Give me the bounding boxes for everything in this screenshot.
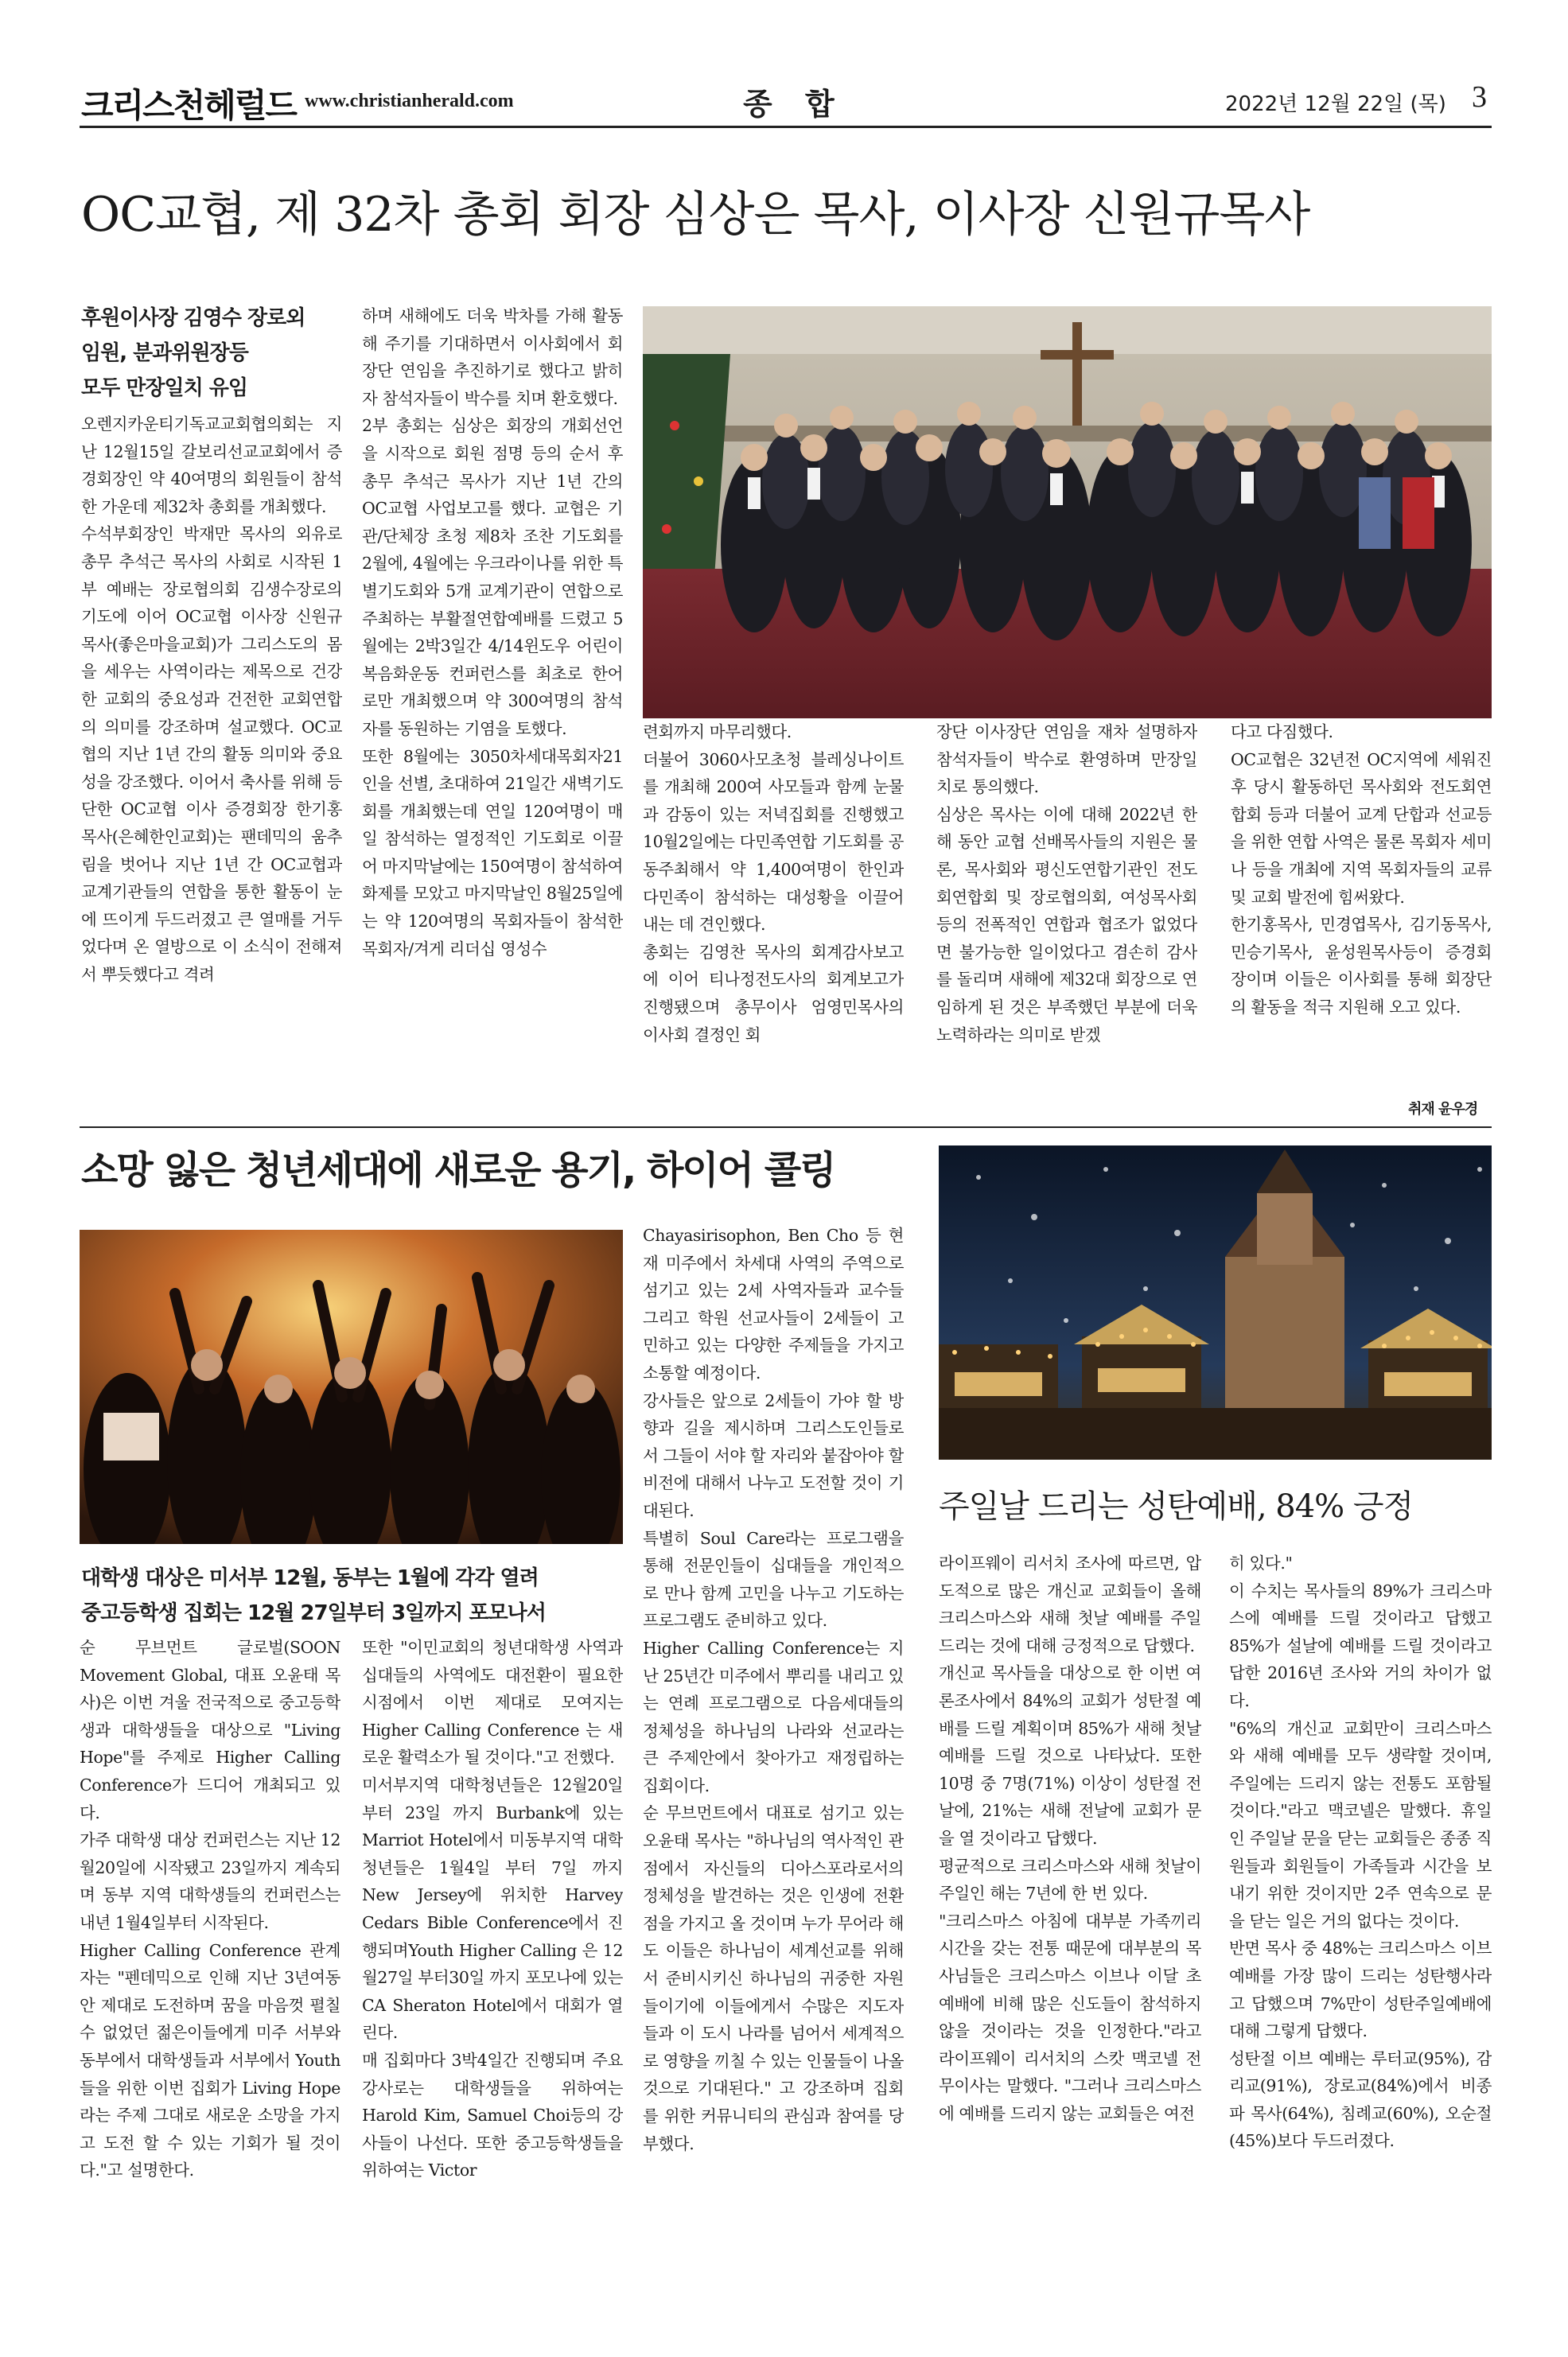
article2-column-3: Chayasirisophon, Ben Cho 등 현재 미주에서 차세대 사역의 주역으로 섬기고 있는 2세 사역자들과 교수들 그리고 학원 선교사들이 2세들이 고민하고 있는 다양한 주제들을 가지고 소통할 예정이다. 강사들은 앞으로 2세들이 가야 할 방향과 길을 제시하며 그리스도인들로서 그들이 서야 할 자리와 붙잡아야 할 비전에 대해서 나누고 도전할 것이 기대된다. 특별히 Soul Care라는 프로그램을 통해 전문인들이 십대들을 개인적으로 만나 함께 고민을 나누고 기도하는 프로그램도 준비하고 있다. Higher Calling Conference는 지난 25년간 미주에서 뿌리를 내리고 있는 연례 프로그램으로 다음세대들의 정체성을 하나님의 나라와 선교라는 큰 주제안에서 찾아가고 재정립하는 집회이다. 순 무브먼트에서 대표로 섬기고 있는 오윤태 목사는 "하나님의 역사적인 관점에서 자신들의 디아스포라로서의 정체성을 발견하는 것은 인생에 전환점을 가지고 올 것이며 누가 무어라 해도 이들은 하나님이 세계선교를 위해서 준비시키신 하나님의 귀중한 자원들이기에 이들에게서 수많은 지도자들과 이 도시 나라를 넘어서 세계적으로 영향을 끼칠 수 있는 인물들이 나올 것으로 기대된다." 고 강조하며 집회를 위한 커뮤니티의 관심과 참여를 당부했다.	[643, 1226, 904, 2153]
article1-subhead	[81, 301, 344, 406]
article1-subhead-line: 후원이사장 김영수 장로외	[81, 306, 305, 330]
concert-photo	[80, 1230, 623, 1544]
article1-column-1: 오렌지카운티기독교교회협의회는 지난 12월15일 갈보리선교교회에서 증경회장인 약 40여명의 회원들이 참석한 가운데 제32차 총회를 개최했다. 수석부회장인 박재만 목사의 외유로 총무 추석근 목사의 사회로 시작된 1부 예배는 장로협의회 김생수장로의 기도에 이어 OC교협 이사장 신원규 목사(좋은마을교회)가 그리스도의 몸을 세우는 사역이라는 제목으로 건강한 교회의 중요성과 건전한 교회연합의 의미를 강조하며 설교했다. OC교협의 지난 1년 간의 활동 의미와 중요성을 강조했다. 이어서 축사를 위해 등단한 OC교협 이사 증경회장 한기홍 목사(은혜한인교회)는 팬데믹의 움추림을 벗어나 지난 1년 간 OC교협과 교계기관들의 연합을 통한 활동이 눈에 뜨이게 두드러졌고 큰 열매를 거두었다며 온 열방으로 이 소식이 전해져서 뿌듯했다고 격려	[81, 414, 342, 984]
article1-column-4: 장단 이사장단 연임을 재차 설명하자 참석자들이 박수로 환영하며 만장일치로 통의했다. 심상은 목사는 이에 대해 2022년 한 해 동안 교협 선배목사들의 지원은 물론, 목사회와 평신도연합기관인 전도회연합회 및 장로협의회, 여성목사회 등의 전폭적인 연합과 협조가 없었다면 불가능한 일이었다고 겸손히 감사를 돌리며 새해에 제32대 회장으로 연임하게 된 것은 부족했던 부분에 더욱 노력하라는 의미로 받겠	[936, 722, 1197, 1044]
reporter-credit: 취재 윤우경	[1408, 1101, 1478, 1118]
article2-subhead-line: 중고등학생 집회는 12월 27일부터 3일까지 포모나서	[81, 1601, 546, 1625]
christmas-market-photo	[939, 1145, 1492, 1460]
group-photo	[643, 306, 1492, 718]
article1-headline: OC교협, 제 32차 총회 회장 심상은 목사, 이사장 신원규목사	[81, 187, 1310, 243]
article-divider	[80, 1126, 1492, 1128]
article2-subhead	[81, 1561, 630, 1631]
article2-subhead-line: 대학생 대상은 미서부 12월, 동부는 1월에 각각 열려	[81, 1566, 539, 1590]
article2-headline: 소망 잃은 청년세대에 새로운 용기, 하이어 콜링	[81, 1148, 835, 1192]
article3-headline: 주일날 드리는 성탄예배, 84% 긍정	[939, 1488, 1414, 1525]
website-url[interactable]: www.christianherald.com	[305, 91, 514, 111]
article3-column-2: 히 있다." 이 수치는 목사들의 89%가 크리스마스에 예배를 드릴 것이라고 답했고 85%가 설날에 예배를 드릴 것이라고 답한 2016년 조사와 거의 차이가 없다. "6%의 개신교 교회만이 크리스마스와 새해 예배를 모두 생략할 것이며, 주일에는 드리지 않는 전통도 포함될 것이다."라고 맥코넬은 말했다. 휴일인 주일날 문을 닫는 교회들은 종종 직원들과 회원들이 가족들과 시간을 보내기 위한 것이지만 2주 연속으로 문을 닫는 일은 거의 없다는 것이다. 반면 목사 중 48%는 크리스마스 이브 예배를 가장 많이 드리는 성탄행사라고 답했으며 7%만이 성탄주일예배에 대해 그렇게 답했다. 성탄절 이브 예배는 루터교(95%), 감리교(91%), 장로교(84%)에서 비종파 목사(64%), 침례교(60%), 오순절(45%)보다 두드러졌다.	[1229, 1554, 1492, 2151]
page-number: 3	[1472, 80, 1487, 114]
article1-subhead-line: 모두 만장일치 유임	[81, 376, 248, 400]
article2-column-1: 순 무브먼트 글로벌(SOON Movement Global, 대표 오윤태 목사)은 이번 겨울 전국적으로 중고등학생과 대학생들을 대상으로 "Living Hope"를 주제로 Higher Calling Conference가 드디어 개최되고 있다. 가주 대학생 대상 컨퍼런스는 지난 12월20일에 시작됐고 23일까지 계속되며 동부 지역 대학생들의 컨퍼런스는 내년 1월4일부터 시작된다. Higher Calling Conference 관계자는 "펜데믹으로 인해 지난 3년여동안 제대로 도전하며 꿈을 마음껏 펼칠 수 없었던 젊은이들에게 미주 서부와 동부에서 대학생들과 서부에서 Youth 들을 위한 이번 집회가 Living Hope라는 주제 그대로 새로운 소망을 가지고 도전 할 수 있는 기회가 될 것이다."고 설명한다.	[80, 1638, 340, 2180]
issue-date: 2022년 12월 22일 (목)	[1225, 92, 1446, 116]
section-name: 종 합	[743, 87, 846, 122]
article3-column-1: 라이프웨이 리서치 조사에 따르면, 압도적으로 많은 개신교 교회들이 올해 크리스마스와 새해 첫날 예배를 주일드리는 것에 대해 긍정적으로 답했다. 개신교 목사들을 대상으로 한 이번 여론조사에서 84%의 교회가 성탄절 예배를 드릴 계획이며 85%가 새해 첫날 예배를 드릴 것으로 나타났다. 또한 10명 중 7명(71%) 이상이 성탄절 전날에, 21%는 새해 전날에 교회가 문을 열 것이라고 답했다. 평균적으로 크리스마스와 새해 첫날이 주일인 해는 7년에 한 번 있다. "크리스마스 아침에 대부분 가족끼리 시간을 갖는 전통 때문에 대부분의 목사님들은 크리스마스 이브나 이달 초 예배에 비해 많은 신도들이 참석하지 않을 것이라는 것을 인정한다."라고 라이프웨이 리서치의 스캇 맥코넬 전무이사는 말했다. "그러나 크리스마스에 예배를 드리지 않는 교회들은 여전	[939, 1554, 1201, 2123]
article2-column-2: 또한 "이민교회의 청년대학생 사역과 십대들의 사역에도 대전환이 필요한 시점에서 이번 제대로 모여지는 Higher Calling Conference 는 새로운 활력소가 될 것이다."고 전했다. 미서부지역 대학청년들은 12월20일 부터 23일 까지 Burbank에 있는 Marriot Hotel에서 미동부지역 대학청년들은 1월4일 부터 7일 까지 New Jersey에 위치한 Harvey Cedars Bible Conference에서 진행되며Youth Higher Calling 은 12월27일 부터30일 까지 포모나에 있는 CA Sheraton Hotel에서 대회가 열린다. 매 집회마다 3박4일간 진행되며 주요강사로는 대학생들을 위하여는 Harold Kim, Samuel Choi등의 강사들이 나선다. 또한 중고등학생들을 위하여는 Victor	[362, 1638, 623, 2180]
article1-column-5: 다고 다짐했다. OC교협은 32년전 OC지역에 세워진 후 당시 활동하던 목사회와 전도회연합회 등과 더불어 교계 단합과 선교등을 위한 연합 사역은 물론 목회자 세미나 등을 개최에 지역 목회자들의 교류 및 교회 발전에 힘써왔다. 한기홍목사, 민경엽목사, 김기동목사, 민승기목사, 윤성원목사등이 증경회장이며 이들은 이사회를 통해 회장단의 활동을 적극 지원해 오고 있다.	[1231, 722, 1492, 1017]
article1-subhead-line: 임원, 분과위원장등	[81, 341, 248, 365]
article1-column-2: 하며 새해에도 더욱 박차를 가해 활동해 주기를 기대하면서 이사회에서 회장단 연임을 추진하기로 했다고 밝히자 참석자들이 박수를 치며 환호했다. 2부 총회는 심상은 회장의 개회선언을 시작으로 회원 점명 등의 순서 후 총무 추석근 목사가 지난 1년 간의 OC교협 사업보고를 했다. 교협은 기관/단체장 초청 제8차 조찬 기도회를 2월에, 4월에는 우크라이나를 위한 특별기도회와 5개 교계기관이 연합으로 주최하는 부활절연합예배를 드렸고 5월에는 2박3일간 4/14윈도우 어린이복음화운동 컨퍼런스를 최초로 한어로만 개최했으며 약 300여명의 참석자를 동원하는 기염을 토했다. 또한 8월에는 3050차세대목회자21인을 선별, 초대하여 21일간 새벽기도회를 개최했는데 연일 120여명이 매일 참석하는 열정적인 기도회로 이끌어 마지막날에는 150여명이 참석하여 화제를 모았고 마지막날인 8월25일에는 약 120여명의 목회자들이 참석한 목회자/겨게 리더십 영성수	[362, 306, 623, 959]
header-rule	[80, 126, 1492, 128]
newspaper-logo: 크리스천헤럴드	[81, 86, 297, 125]
article1-column-3: 련회까지 마무리했다. 더불어 3060사모초청 블레싱나이트를 개최해 200여 사모들과 함께 눈물과 감동이 있는 저녁집회를 진행했고 10월2일에는 다민족연합 기도회를 공동주최해서 약 1,400여명이 한인과 다민족이 참석하는 대성황을 이끌어내는 데 견인했다. 총회는 김영찬 목사의 회계감사보고에 이어 티나정전도사의 회계보고가 진행됐으며 총무이사 엄영민목사의 이사회 결정인 회	[643, 722, 904, 1044]
